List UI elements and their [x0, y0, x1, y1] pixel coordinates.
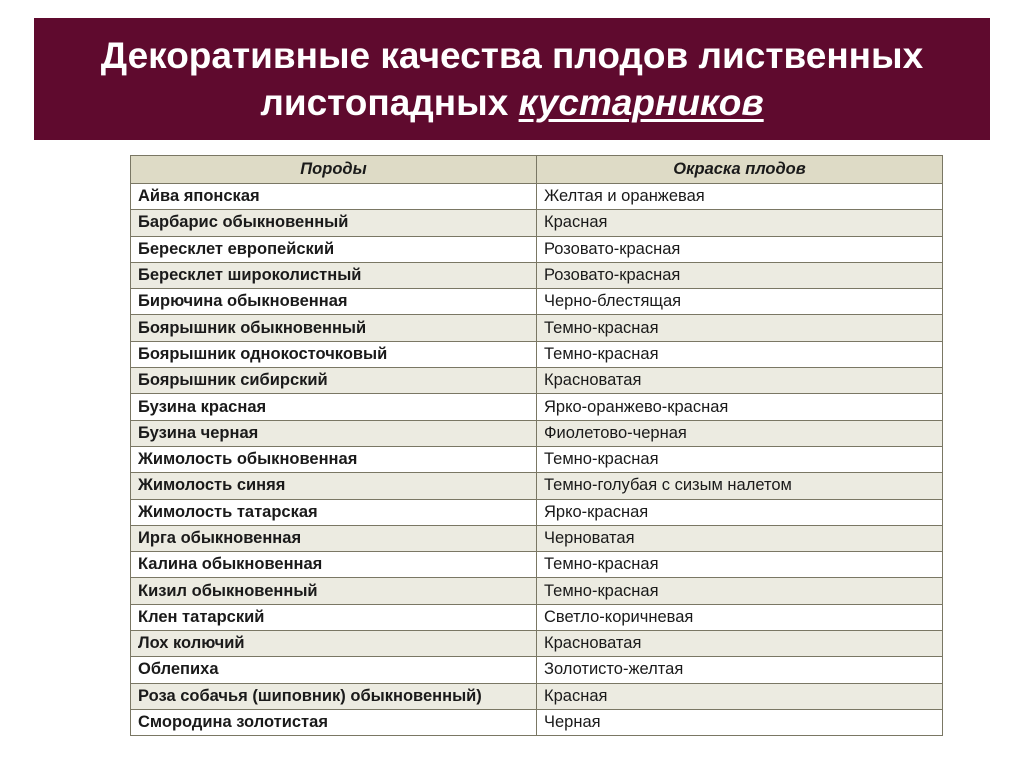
cell-fruit-color: Красная	[537, 210, 943, 236]
cell-species: Облепиха	[131, 657, 537, 683]
cell-fruit-color: Черно-блестящая	[537, 289, 943, 315]
table-row	[131, 420, 943, 446]
table-row	[131, 236, 943, 262]
cell-species: Бирючина обыкновенная	[131, 289, 537, 315]
title-line-2-emphasis: кустарников	[518, 82, 764, 123]
cell-fruit-color: Розовато-красная	[537, 262, 943, 288]
title-banner	[34, 18, 990, 140]
cell-species: Кизил обыкновенный	[131, 578, 537, 604]
cell-species: Бересклет широколистный	[131, 262, 537, 288]
table-header-row	[131, 156, 943, 184]
table-row	[131, 683, 943, 709]
header-fruit-color: Окраска плодов	[537, 156, 943, 184]
cell-fruit-color: Черноватая	[537, 525, 943, 551]
cell-fruit-color: Фиолетово-черная	[537, 420, 943, 446]
cell-fruit-color: Красноватая	[537, 368, 943, 394]
cell-fruit-color: Ярко-красная	[537, 499, 943, 525]
cell-species: Бузина красная	[131, 394, 537, 420]
table-body	[131, 184, 943, 736]
table-row	[131, 184, 943, 210]
cell-species: Лох колючий	[131, 631, 537, 657]
cell-fruit-color: Светло-коричневая	[537, 604, 943, 630]
table-row	[131, 341, 943, 367]
cell-species: Айва японская	[131, 184, 537, 210]
cell-species: Жимолость обыкновенная	[131, 446, 537, 472]
fruit-color-table-wrap	[130, 155, 942, 736]
table-row	[131, 499, 943, 525]
cell-fruit-color: Темно-красная	[537, 578, 943, 604]
cell-species: Боярышник сибирский	[131, 368, 537, 394]
cell-fruit-color: Темно-красная	[537, 315, 943, 341]
table-row	[131, 262, 943, 288]
title-line-2-plain: листопадных	[260, 82, 519, 123]
cell-species: Калина обыкновенная	[131, 552, 537, 578]
cell-fruit-color: Темно-красная	[537, 446, 943, 472]
cell-species: Ирга обыкновенная	[131, 525, 537, 551]
cell-fruit-color: Золотисто-желтая	[537, 657, 943, 683]
cell-fruit-color: Темно-красная	[537, 341, 943, 367]
table-row	[131, 604, 943, 630]
cell-fruit-color: Черная	[537, 709, 943, 735]
table-row	[131, 394, 943, 420]
cell-species: Смородина золотистая	[131, 709, 537, 735]
table-row	[131, 315, 943, 341]
cell-fruit-color: Красноватая	[537, 631, 943, 657]
cell-species: Боярышник однокосточковый	[131, 341, 537, 367]
cell-species: Жимолость татарская	[131, 499, 537, 525]
table-row	[131, 473, 943, 499]
cell-species: Барбарис обыкновенный	[131, 210, 537, 236]
cell-species: Бузина черная	[131, 420, 537, 446]
cell-fruit-color: Красная	[537, 683, 943, 709]
cell-fruit-color: Темно-голубая с сизым налетом	[537, 473, 943, 499]
table-row	[131, 210, 943, 236]
cell-fruit-color: Ярко-оранжево-красная	[537, 394, 943, 420]
cell-fruit-color: Розовато-красная	[537, 236, 943, 262]
title-line-1: Декоративные качества плодов лиственных	[100, 35, 924, 76]
table-row	[131, 631, 943, 657]
fruit-color-table	[130, 155, 943, 736]
table-row	[131, 368, 943, 394]
cell-species: Бересклет европейский	[131, 236, 537, 262]
cell-fruit-color: Темно-красная	[537, 552, 943, 578]
table-row	[131, 657, 943, 683]
cell-species: Боярышник обыкновенный	[131, 315, 537, 341]
table-row	[131, 709, 943, 735]
cell-species: Жимолость синяя	[131, 473, 537, 499]
cell-fruit-color: Желтая и оранжевая	[537, 184, 943, 210]
table-row	[131, 525, 943, 551]
header-species: Породы	[131, 156, 537, 184]
table-row	[131, 578, 943, 604]
cell-species: Клен татарский	[131, 604, 537, 630]
title-line-2	[34, 79, 990, 126]
table-row	[131, 289, 943, 315]
cell-species: Роза собачья (шиповник) обыкновенный)	[131, 683, 537, 709]
table-row	[131, 446, 943, 472]
table-row	[131, 552, 943, 578]
